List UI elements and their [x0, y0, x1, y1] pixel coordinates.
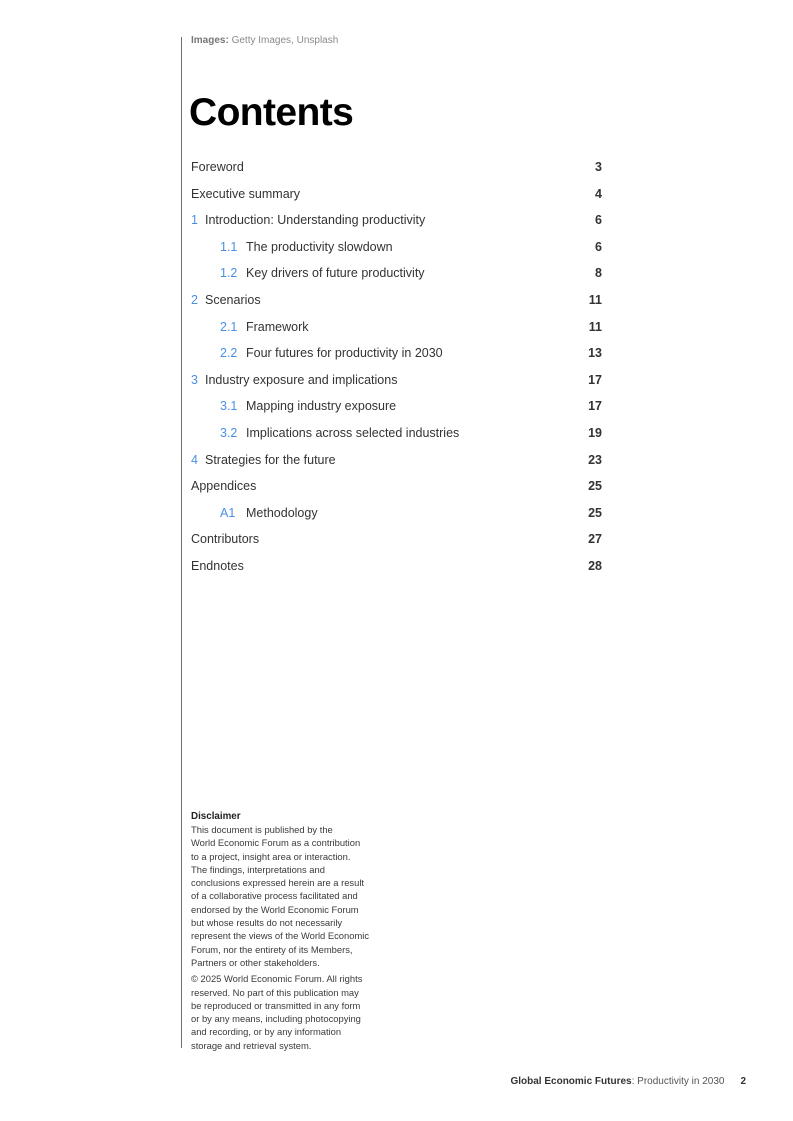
toc-entry-page: 3 [595, 160, 602, 174]
toc-entry-number: 1.1 [220, 239, 238, 254]
page-number: 2 [740, 1076, 746, 1087]
image-credits [191, 35, 338, 46]
disclaimer-line: © 2025 World Economic Forum. All rights [191, 973, 363, 985]
disclaimer-line: Partners or other stakeholders. [191, 956, 320, 968]
toc-entry-page: 11 [588, 292, 602, 307]
disclaimer-line: represent the views of the World Economic [191, 930, 370, 942]
disclaimer-line: endorsed by the World Economic Forum [191, 903, 359, 915]
disclaimer-line: storage and retrieval system. [191, 1039, 312, 1051]
toc-entry-page: 25 [588, 479, 602, 494]
toc-entry-page: 6 [595, 213, 602, 228]
toc-entry[interactable] [191, 526, 602, 553]
image-credits-label: Images: [191, 35, 229, 46]
page-title: Contents [189, 91, 354, 134]
page-footer [510, 1076, 746, 1087]
disclaimer-line: This document is published by the [191, 824, 333, 835]
toc-entry-label: Methodology [246, 505, 318, 520]
toc-entry[interactable] [191, 181, 602, 208]
toc-entry[interactable] [191, 234, 602, 261]
toc-entry-number: 4 [191, 452, 198, 467]
disclaimer-line: World Economic Forum as a contribution [191, 837, 361, 849]
disclaimer-line: but whose results do not necessarily [191, 917, 343, 929]
disclaimer-line: or by any means, including photocopying [191, 1013, 361, 1025]
toc-entry[interactable] [191, 473, 602, 500]
toc-entry-label: Industry exposure and implications [205, 372, 398, 387]
toc-entry-label: Introduction: Understanding productivity [205, 213, 426, 228]
toc-entry-label: Four futures for productivity in 2030 [246, 346, 443, 361]
toc-entry-number: 3.1 [220, 399, 238, 414]
toc-entry-page: 19 [588, 425, 602, 440]
toc-entry[interactable] [191, 287, 602, 314]
toc-entry-number: 2.2 [220, 346, 238, 361]
toc-entry-label: Strategies for the future [205, 452, 336, 467]
toc-entry-number: 2.1 [220, 319, 238, 334]
toc-entry-page: 13 [588, 346, 602, 361]
disclaimer-line: Forum, nor the entirety of its Members, [191, 943, 353, 955]
disclaimer-line: The findings, interpretations and [191, 863, 325, 875]
toc-entry-page: 8 [595, 266, 602, 281]
toc-entry[interactable] [191, 207, 602, 234]
image-credits-text: Getty Images, Unsplash [228, 35, 339, 46]
toc-entry-label: Endnotes [191, 558, 244, 573]
toc-entry[interactable] [191, 553, 602, 580]
toc-entry-label: Foreword [191, 160, 244, 174]
toc-entry-page: 6 [595, 239, 602, 254]
copyright-notice [191, 972, 381, 1052]
toc-entry-label: Executive summary [191, 186, 301, 201]
toc-entry-label: Framework [246, 319, 309, 334]
toc-entry-number: 3 [191, 372, 198, 387]
toc-entry[interactable] [191, 420, 602, 447]
disclaimer-line: reserved. No part of this publication may [191, 986, 359, 998]
toc-entry-label: The productivity slowdown [246, 239, 393, 254]
toc-entry-label: Contributors [191, 532, 260, 547]
toc-entry-number: 1 [191, 213, 198, 228]
disclaimer [191, 810, 381, 1055]
disclaimer-line: to a project, insight area or interaction. [191, 850, 351, 862]
toc-entry[interactable] [191, 367, 602, 394]
toc-entry-number: 1.2 [220, 266, 238, 281]
toc-entry-number: A1 [220, 505, 236, 520]
toc-entry-page: 23 [588, 452, 602, 467]
disclaimer-line: conclusions expressed herein are a result [191, 877, 365, 889]
toc-entry-label: Mapping industry exposure [246, 399, 397, 414]
toc-entry-page: 17 [588, 372, 602, 387]
toc-entry-page: 17 [588, 399, 602, 414]
toc-entry-number: 3.2 [220, 425, 238, 440]
toc-entry[interactable] [191, 260, 602, 287]
toc-entry[interactable] [191, 393, 602, 420]
toc-entry-page: 28 [588, 558, 602, 573]
toc-entry-page: 11 [588, 319, 602, 334]
toc-entry-label: Implications across selected industries [246, 425, 460, 440]
disclaimer-heading: Disclaimer [191, 811, 241, 822]
disclaimer-line: and recording, or by any information [191, 1026, 342, 1038]
toc-entry-page: 4 [595, 186, 602, 201]
toc-entry[interactable] [191, 340, 602, 367]
toc-entry-label: Key drivers of future productivity [246, 266, 425, 281]
disclaimer-line: be reproduced or transmitted in any form [191, 999, 361, 1011]
footer-publication: Global Economic Futures [510, 1076, 632, 1087]
toc-entry[interactable] [191, 500, 602, 527]
disclaimer-paragraph [191, 823, 381, 969]
toc-entry-number: 2 [191, 292, 198, 307]
toc-entry-page: 25 [588, 505, 602, 520]
toc-entry[interactable] [191, 154, 602, 181]
toc-entry[interactable] [191, 314, 602, 341]
toc-entry[interactable] [191, 447, 602, 474]
toc-entry-label: Scenarios [205, 292, 261, 307]
table-of-contents [191, 154, 602, 580]
toc-entry-label: Appendices [191, 479, 257, 494]
footer-subtitle: : Productivity in 2030 [631, 1076, 725, 1087]
disclaimer-line: of a collaborative process facilitated and [191, 890, 358, 902]
margin-rule [181, 37, 182, 1048]
toc-entry-page: 27 [588, 532, 602, 547]
